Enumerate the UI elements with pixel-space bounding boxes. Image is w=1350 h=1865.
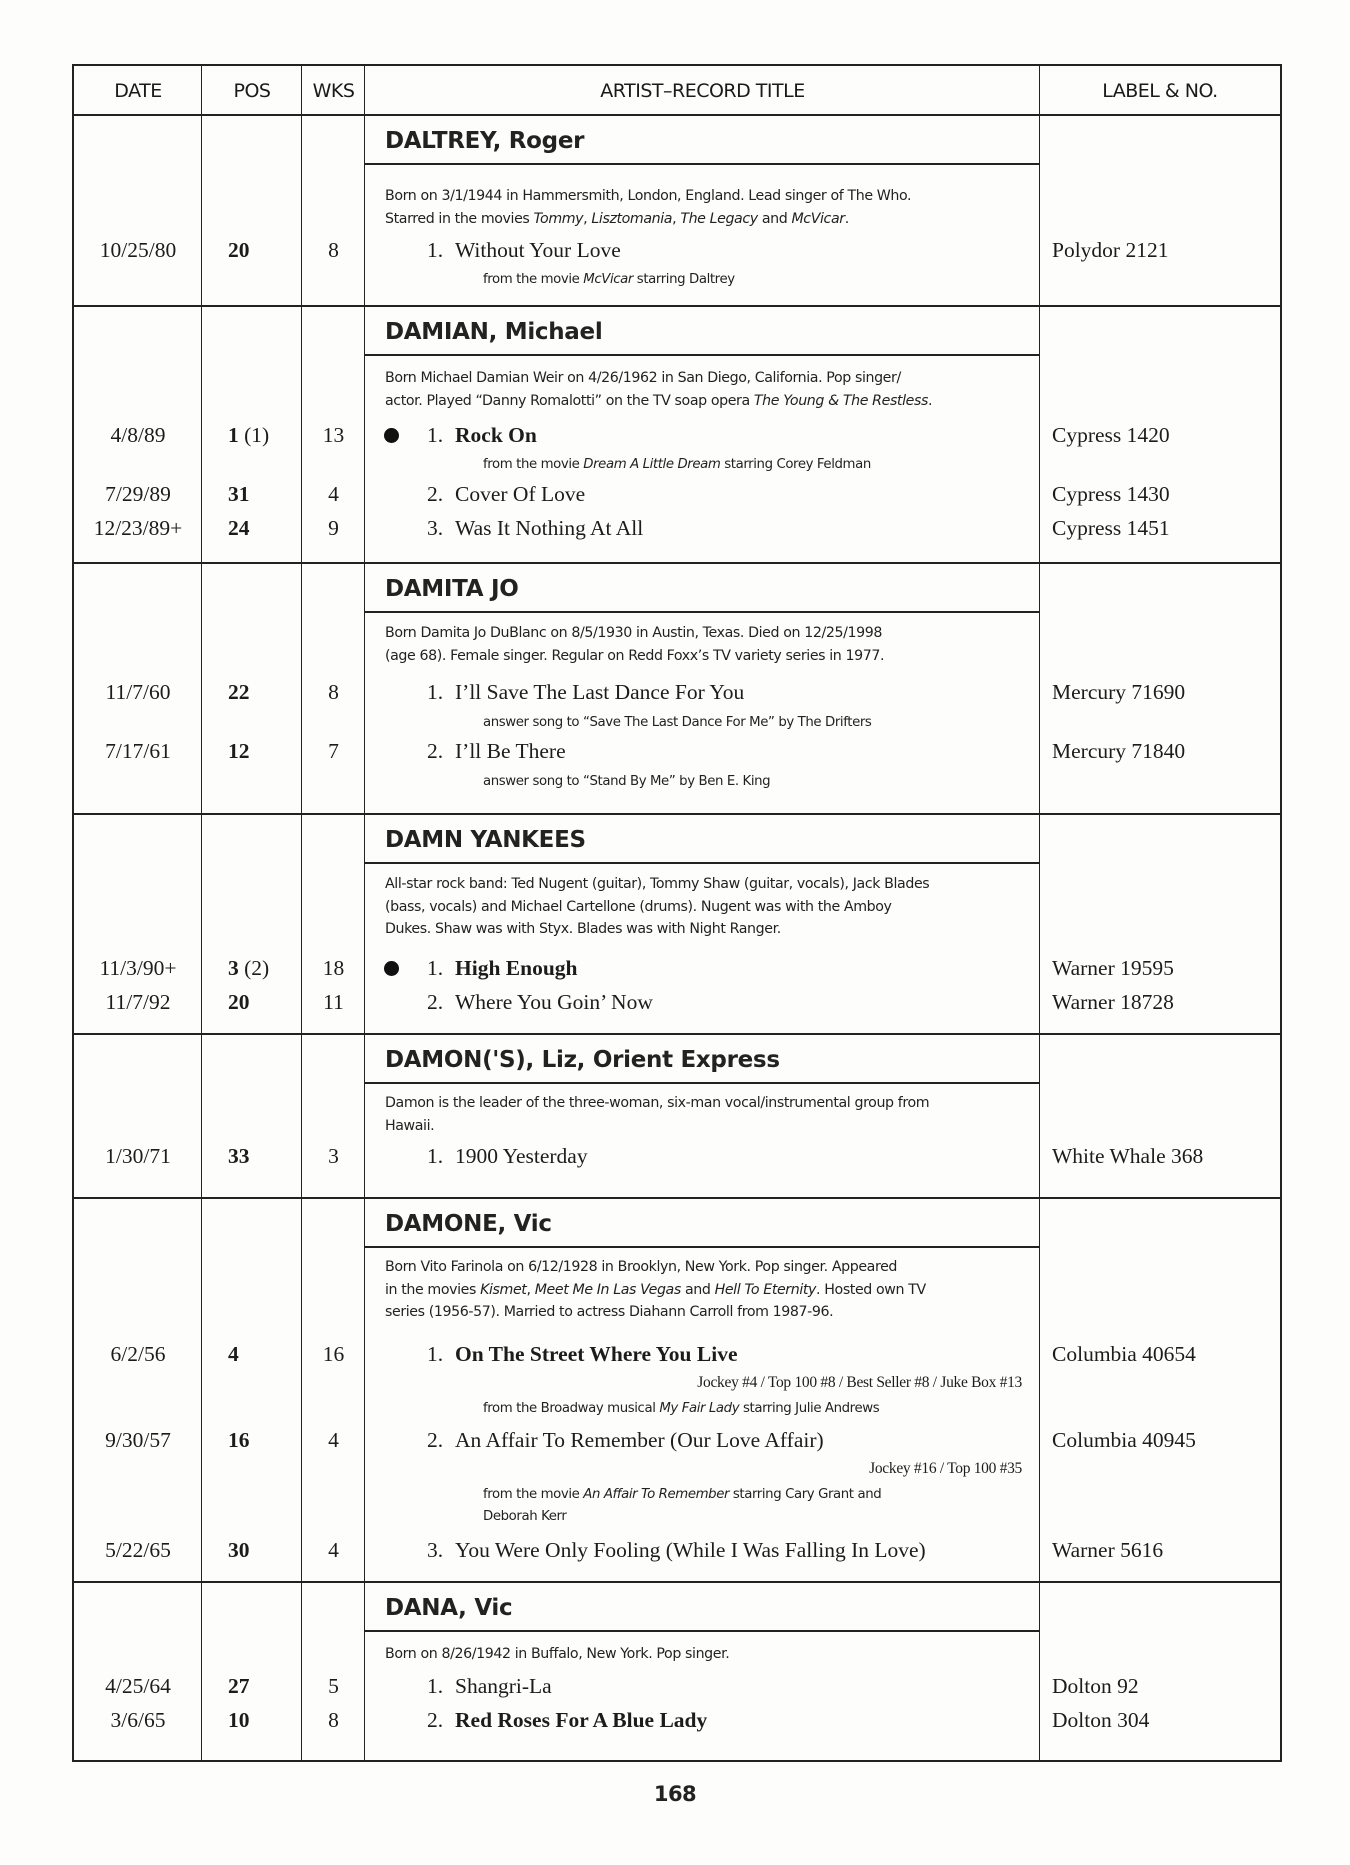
peak-position: 22	[228, 680, 250, 704]
italic-title: The Young & The Restless	[753, 392, 928, 409]
italic-title: My Fair Lady	[659, 1401, 740, 1416]
song-note: from the movie An Affair To Remember starring Cary Grant and Deborah Kerr	[483, 1487, 882, 1524]
song-number: 1.	[427, 956, 444, 980]
song-number: 1.	[427, 1342, 444, 1366]
artist-name: DAMN YANKEES	[365, 818, 1040, 864]
entry-date: 7/17/61	[105, 739, 171, 763]
italic-title: Hell To Eternity	[714, 1281, 817, 1298]
song-number: 1.	[427, 423, 444, 447]
weeks-charted: 8	[328, 680, 339, 704]
artist-bio: All-star rock band: Ted Nugent (guitar), Tommy Shaw (guitar, vocals), Jack Blades (bass, vocals) and Michael Cartellone (drums). Nugent was with the Amboy Dukes. Shaw was with Styx. Blades was with Night Ranger.	[385, 876, 930, 937]
record-label-number: Dolton 304	[1052, 1708, 1150, 1732]
section-divider	[74, 1033, 1280, 1035]
artist-bio: Damon is the leader of the three-woman, six-man vocal/instrumental group from Hawaii.	[385, 1095, 930, 1134]
peak-position: 4	[228, 1342, 239, 1366]
section-divider	[74, 1581, 1280, 1583]
song-number: 1.	[427, 680, 444, 704]
peak-position: 20	[228, 990, 250, 1014]
italic-title: The Legacy	[680, 210, 758, 227]
song-note: from the movie McVicar starring Daltrey	[483, 272, 735, 287]
peak-position: 24	[228, 516, 250, 540]
song-title: I’ll Save The Last Dance For You	[455, 680, 745, 704]
weeks-charted: 4	[328, 1538, 339, 1562]
record-label-number: Warner 18728	[1052, 990, 1174, 1014]
artist-bio: Born on 8/26/1942 in Buffalo, New York. Pop singer.	[385, 1646, 730, 1662]
weeks-at-peak: (2)	[238, 956, 270, 980]
record-label-number: White Whale 368	[1052, 1144, 1204, 1168]
song-number: 3.	[427, 516, 444, 540]
italic-title: Dream A Little Dream	[583, 457, 721, 472]
peak-position: 3 (2)	[228, 956, 270, 980]
weeks-charted: 13	[322, 423, 345, 447]
song-title: 1900 Yesterday	[455, 1144, 588, 1168]
entry-date: 1/30/71	[105, 1144, 171, 1168]
column-divider	[201, 66, 202, 1760]
song-title: Rock On	[455, 423, 537, 447]
peak-position: 16	[228, 1428, 250, 1452]
entry-date: 10/25/80	[99, 238, 177, 262]
artist-name: DAMONE, Vic	[365, 1202, 1040, 1248]
weeks-charted: 4	[328, 482, 339, 506]
peak-position: 1 (1)	[228, 423, 270, 447]
weeks-at-peak: (1)	[238, 423, 270, 447]
song-title: On The Street Where You Live	[455, 1342, 738, 1366]
song-title: Red Roses For A Blue Lady	[455, 1708, 708, 1732]
section-divider	[74, 1197, 1280, 1199]
column-header-artist-record-title: ARTIST–RECORD TITLE	[600, 79, 805, 102]
artist-bio: Born Damita Jo DuBlanc on 8/5/1930 in Austin, Texas. Died on 12/25/1998 (age 68). Female singer. Regular on Redd Foxx’s TV variety series in 1977.	[385, 625, 885, 664]
artist-name: DALTREY, Roger	[365, 119, 1040, 165]
record-label-number: Dolton 92	[1052, 1674, 1139, 1698]
song-number: 2.	[427, 990, 444, 1014]
artist-name: DANA, Vic	[365, 1586, 1040, 1632]
italic-title: Tommy	[533, 210, 584, 227]
column-header-pos: POS	[233, 79, 271, 102]
peak-position: 31	[228, 482, 250, 506]
chart-listing-table	[72, 64, 1282, 1762]
entry-date: 4/25/64	[105, 1674, 171, 1698]
peak-position: 20	[228, 238, 250, 262]
peak-position: 30	[228, 1538, 250, 1562]
song-number: 2.	[427, 1708, 444, 1732]
record-label-number: Cypress 1420	[1052, 423, 1170, 447]
song-number: 2.	[427, 739, 444, 763]
record-label-number: Polydor 2121	[1052, 238, 1169, 262]
section-divider	[74, 562, 1280, 564]
entry-date: 9/30/57	[105, 1428, 171, 1452]
weeks-charted: 3	[328, 1144, 339, 1168]
weeks-charted: 8	[328, 1708, 339, 1732]
gold-record-bullet-icon	[384, 961, 399, 976]
entry-date: 11/7/60	[105, 680, 171, 704]
song-title: Was It Nothing At All	[455, 516, 644, 540]
song-note: from the movie Dream A Little Dream starring Corey Feldman	[483, 457, 871, 472]
song-title: You Were Only Fooling (While I Was Falling In Love)	[455, 1538, 926, 1562]
peak-position: 27	[228, 1674, 250, 1698]
weeks-charted: 7	[328, 739, 339, 763]
entry-date: 11/7/92	[105, 990, 171, 1014]
song-title: Cover Of Love	[455, 482, 586, 506]
song-note: from the Broadway musical My Fair Lady starring Julie Andrews	[483, 1401, 880, 1416]
weeks-charted: 8	[328, 238, 339, 262]
song-title: High Enough	[455, 956, 578, 980]
column-header-wks: WKS	[312, 79, 355, 102]
entry-date: 3/6/65	[110, 1708, 166, 1732]
page-number: 168	[653, 1782, 697, 1806]
entry-date: 6/2/56	[110, 1342, 166, 1366]
artist-name: DAMIAN, Michael	[365, 310, 1040, 356]
chart-positions: Jockey #4 / Top 100 #8 / Best Seller #8 / Juke Box #13	[697, 1374, 1022, 1391]
record-label-number: Warner 19595	[1052, 956, 1174, 980]
record-label-number: Columbia 40654	[1052, 1342, 1196, 1366]
italic-title: An Affair To Remember	[583, 1487, 730, 1502]
weeks-charted: 4	[328, 1428, 339, 1452]
column-header-label: LABEL & NO.	[1102, 79, 1218, 102]
song-title: Where You Goin’ Now	[455, 990, 653, 1014]
song-title: Shangri-La	[455, 1674, 552, 1698]
entry-date: 11/3/90+	[99, 956, 177, 980]
record-label-number: Cypress 1451	[1052, 516, 1170, 540]
italic-title: McVicar	[791, 210, 845, 227]
artist-bio: Born Vito Farinola on 6/12/1928 in Brooklyn, New York. Pop singer. Appeared in the movies Kismet, Meet Me In Las Vegas and Hell To Eternity. Hosted own TV series (1956-57). Married to actress Diahann Carroll from 1987-96.	[385, 1259, 926, 1320]
song-title: Without Your Love	[455, 238, 621, 262]
gold-record-bullet-icon	[384, 428, 399, 443]
song-note: answer song to “Save The Last Dance For Me” by The Drifters	[483, 715, 872, 730]
entry-date: 12/23/89+	[93, 516, 183, 540]
column-divider	[301, 66, 302, 1760]
entry-date: 7/29/89	[105, 482, 171, 506]
weeks-charted: 18	[322, 956, 345, 980]
entry-date: 4/8/89	[110, 423, 166, 447]
song-number: 2.	[427, 1428, 444, 1452]
column-header-date: DATE	[114, 79, 162, 102]
record-label-number: Columbia 40945	[1052, 1428, 1196, 1452]
song-title: An Affair To Remember (Our Love Affair)	[455, 1428, 824, 1452]
song-number: 1.	[427, 1144, 444, 1168]
chart-positions: Jockey #16 / Top 100 #35	[869, 1460, 1022, 1477]
italic-title: McVicar	[583, 272, 633, 287]
weeks-charted: 16	[322, 1342, 345, 1366]
artist-name: DAMITA JO	[365, 567, 1040, 613]
song-number: 2.	[427, 482, 444, 506]
section-divider	[74, 813, 1280, 815]
song-number: 1.	[427, 238, 444, 262]
record-label-number: Mercury 71690	[1052, 680, 1186, 704]
peak-position: 10	[228, 1708, 250, 1732]
artist-name: DAMON('S), Liz, Orient Express	[365, 1038, 1040, 1084]
weeks-charted: 5	[328, 1674, 339, 1698]
italic-title: Kismet	[480, 1281, 527, 1298]
italic-title: Lisztomania	[591, 210, 673, 227]
weeks-charted: 9	[328, 516, 339, 540]
song-number: 1.	[427, 1674, 444, 1698]
peak-position: 33	[228, 1144, 250, 1168]
italic-title: Meet Me In Las Vegas	[534, 1281, 681, 1298]
song-number: 3.	[427, 1538, 444, 1562]
header-divider	[74, 114, 1280, 116]
artist-bio: Born Michael Damian Weir on 4/26/1962 in San Diego, California. Pop singer/ actor. Played “Danny Romalotti” on the TV soap opera The Young & The Restless.	[385, 370, 933, 409]
section-divider	[74, 305, 1280, 307]
song-note: answer song to “Stand By Me” by Ben E. King	[483, 774, 771, 789]
artist-bio: Born on 3/1/1944 in Hammersmith, London, England. Lead singer of The Who. Starred in the movies Tommy, Lisztomania, The Legacy and McVicar.	[385, 188, 912, 227]
entry-date: 5/22/65	[105, 1538, 171, 1562]
record-label-number: Warner 5616	[1052, 1538, 1164, 1562]
song-title: I’ll Be There	[455, 739, 566, 763]
weeks-charted: 11	[323, 990, 344, 1014]
record-label-number: Cypress 1430	[1052, 482, 1170, 506]
record-label-number: Mercury 71840	[1052, 739, 1186, 763]
peak-position: 12	[228, 739, 250, 763]
